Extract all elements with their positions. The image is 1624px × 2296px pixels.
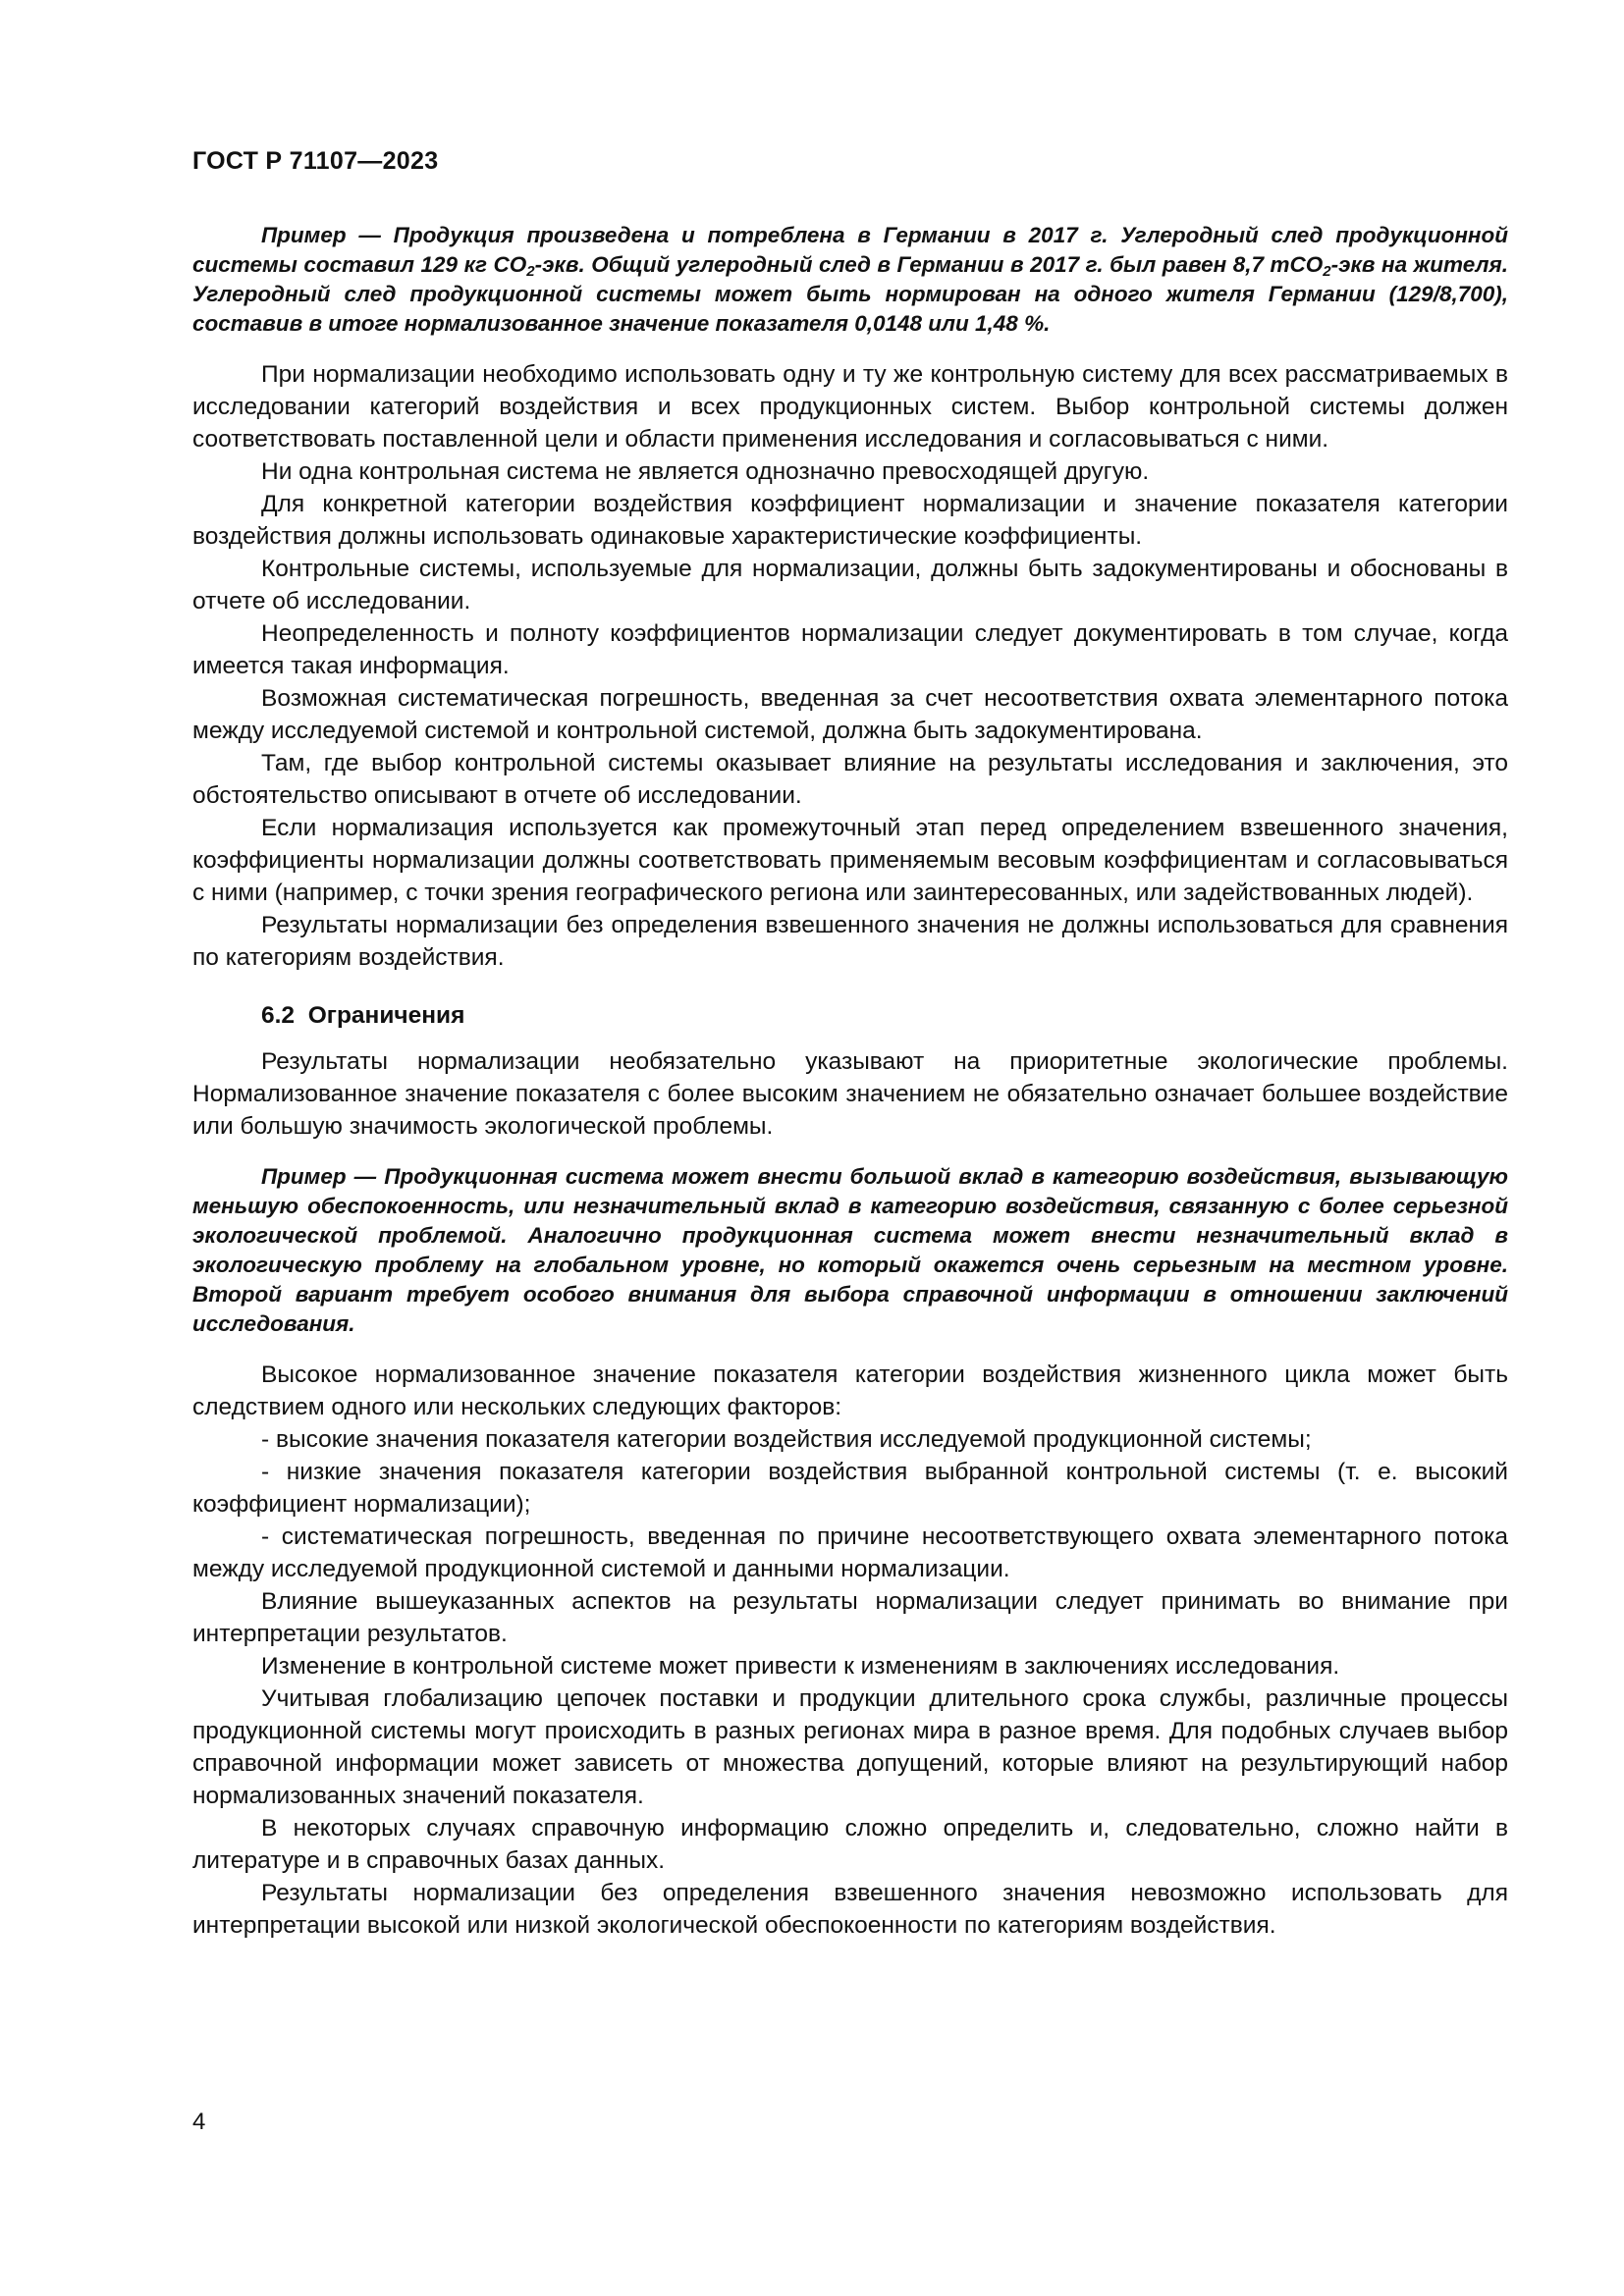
paragraph: В некоторых случаях справочную информацию сложно определить и, следовательно, сложно найти в литературе и в справочных базах данных.: [192, 1815, 1508, 1874]
paragraph: Результаты нормализации необязательно указывают на приоритетные экологические проблемы. Нормализованное значение показателя с более высоким значением не обязательно означает большее воздействие или большую значимость экологической проблемы.: [192, 1048, 1508, 1140]
example-text-part-3: -экв на жителя. Углеродный след продукционной системы может быть нормирован на одного жителя Германии (129/8,700), составив в итоге нормализованное значение показателя 0,0148 или 1,48 %.: [192, 252, 1508, 336]
example-text-part-1: Продукция произведена и потреблена в Германии в 2017 г. Углеродный след продукционной системы составил 129 кг СО: [192, 223, 1508, 277]
paragraph: Ни одна контрольная система не является однозначно превосходящей другую.: [261, 458, 1150, 485]
example-dash: —: [346, 223, 394, 247]
paragraph: При нормализации необходимо использовать одну и ту же контрольную систему для всех рассматриваемых в исследовании категорий воздействия и всех продукционных систем. Выбор контрольной системы должен соответствовать поставленной цели и области применения исследования и согласовываться с ними.: [192, 361, 1508, 453]
paragraph: Для конкретной категории воздействия коэффициент нормализации и значение показателя категории воздействия должны использовать одинаковые характеристические коэффициенты.: [192, 491, 1508, 550]
paragraph: Неопределенность и полноту коэффициентов нормализации следует документировать в том случае, когда имеется такая информация.: [192, 620, 1508, 679]
paragraph: Результаты нормализации без определения взвешенного значения не должны использоваться для сравнения по категориям воздействия.: [192, 912, 1508, 971]
example-lead: Пример: [261, 223, 347, 247]
list-item: - систематическая погрешность, введенная по причине несоответствующего охвата элементарного потока между исследуемой продукционной системой и данными нормализации.: [192, 1523, 1508, 1582]
paragraph: Учитывая глобализацию цепочек поставки и продукции длительного срока службы, различные процессы продукционной системы могут происходить в разных регионах мира в разное время. Для подобных случаев выбор справочной информации может зависеть от множества допущений, которые влияют на результирующий набор нормализованных значений показателя.: [192, 1685, 1508, 1809]
paragraph: Там, где выбор контрольной системы оказывает влияние на результаты исследования и заключения, это обстоятельство описывают в отчете об исследовании.: [192, 750, 1508, 809]
paragraph: Влияние вышеуказанных аспектов на результаты нормализации следует принимать во внимание при интерпретации результатов.: [192, 1588, 1508, 1647]
paragraph: Контрольные системы, используемые для нормализации, должны быть задокументированы и обоснованы в отчете об исследовании.: [192, 556, 1508, 614]
page-number: 4: [192, 2109, 206, 2135]
paragraph: Высокое нормализованное значение показателя категории воздействия жизненного цикла может быть следствием одного или нескольких следующих факторов:: [192, 1362, 1508, 1420]
subscript-2: 2: [526, 263, 535, 280]
section-number: 6.2: [261, 1002, 296, 1029]
paragraph: Результаты нормализации без определения взвешенного значения невозможно использовать для интерпретации высокой или низкой экологической обеспокоенности по категориям воздействия.: [192, 1880, 1508, 1939]
paragraph: Возможная систематическая погрешность, введенная за счет несоответствия охвата элементарного потока между исследуемой системой и контрольной системой, должна быть задокументирована.: [192, 685, 1508, 744]
paragraph: Если нормализация используется как промежуточный этап перед определением взвешенного значения, коэффициенты нормализации должны соответствовать применяемым весовым коэффициентам и согласовываться с ними (например, с точки зрения географического региона или заинтересованных, или задействованных людей).: [192, 815, 1508, 906]
document-code: ГОСТ Р 71107—2023: [192, 147, 439, 175]
section-heading: [192, 999, 1508, 1032]
example-text: Продукционная система может внести большой вклад в категорию воздействия, вызывающую меньшую обеспокоенность, или незначительный вклад в категорию воздействия, связанную с более серьезной экологической проблемой. Аналогично продукционная система может внести незначительный вклад в экологическую проблему на глобальном уровне, но который окажется очень серьезным на местном уровне. Второй вариант требует особого внимания для выбора справочной информации в отношении заключений исследования.: [192, 1164, 1508, 1336]
example-note-1: [192, 221, 1508, 339]
paragraph: Изменение в контрольной системе может привести к изменениям в заключениях исследования.: [261, 1653, 1340, 1680]
document-body: [192, 221, 1508, 1942]
list-item: - высокие значения показателя категории воздействия исследуемой продукционной системы;: [261, 1426, 1312, 1453]
example-lead: Пример: [261, 1164, 347, 1189]
example-note-2: [192, 1162, 1508, 1339]
section-title: Ограничения: [307, 1002, 465, 1029]
example-dash: —: [346, 1164, 385, 1189]
subscript-2: 2: [1323, 263, 1331, 280]
list-item: - низкие значения показателя категории воздействия выбранной контрольной системы (т. е. высокий коэффициент нормализации);: [192, 1459, 1508, 1518]
example-text-part-2: -экв. Общий углеродный след в Германии в 2017 г. был равен 8,7 тСО: [534, 252, 1324, 277]
